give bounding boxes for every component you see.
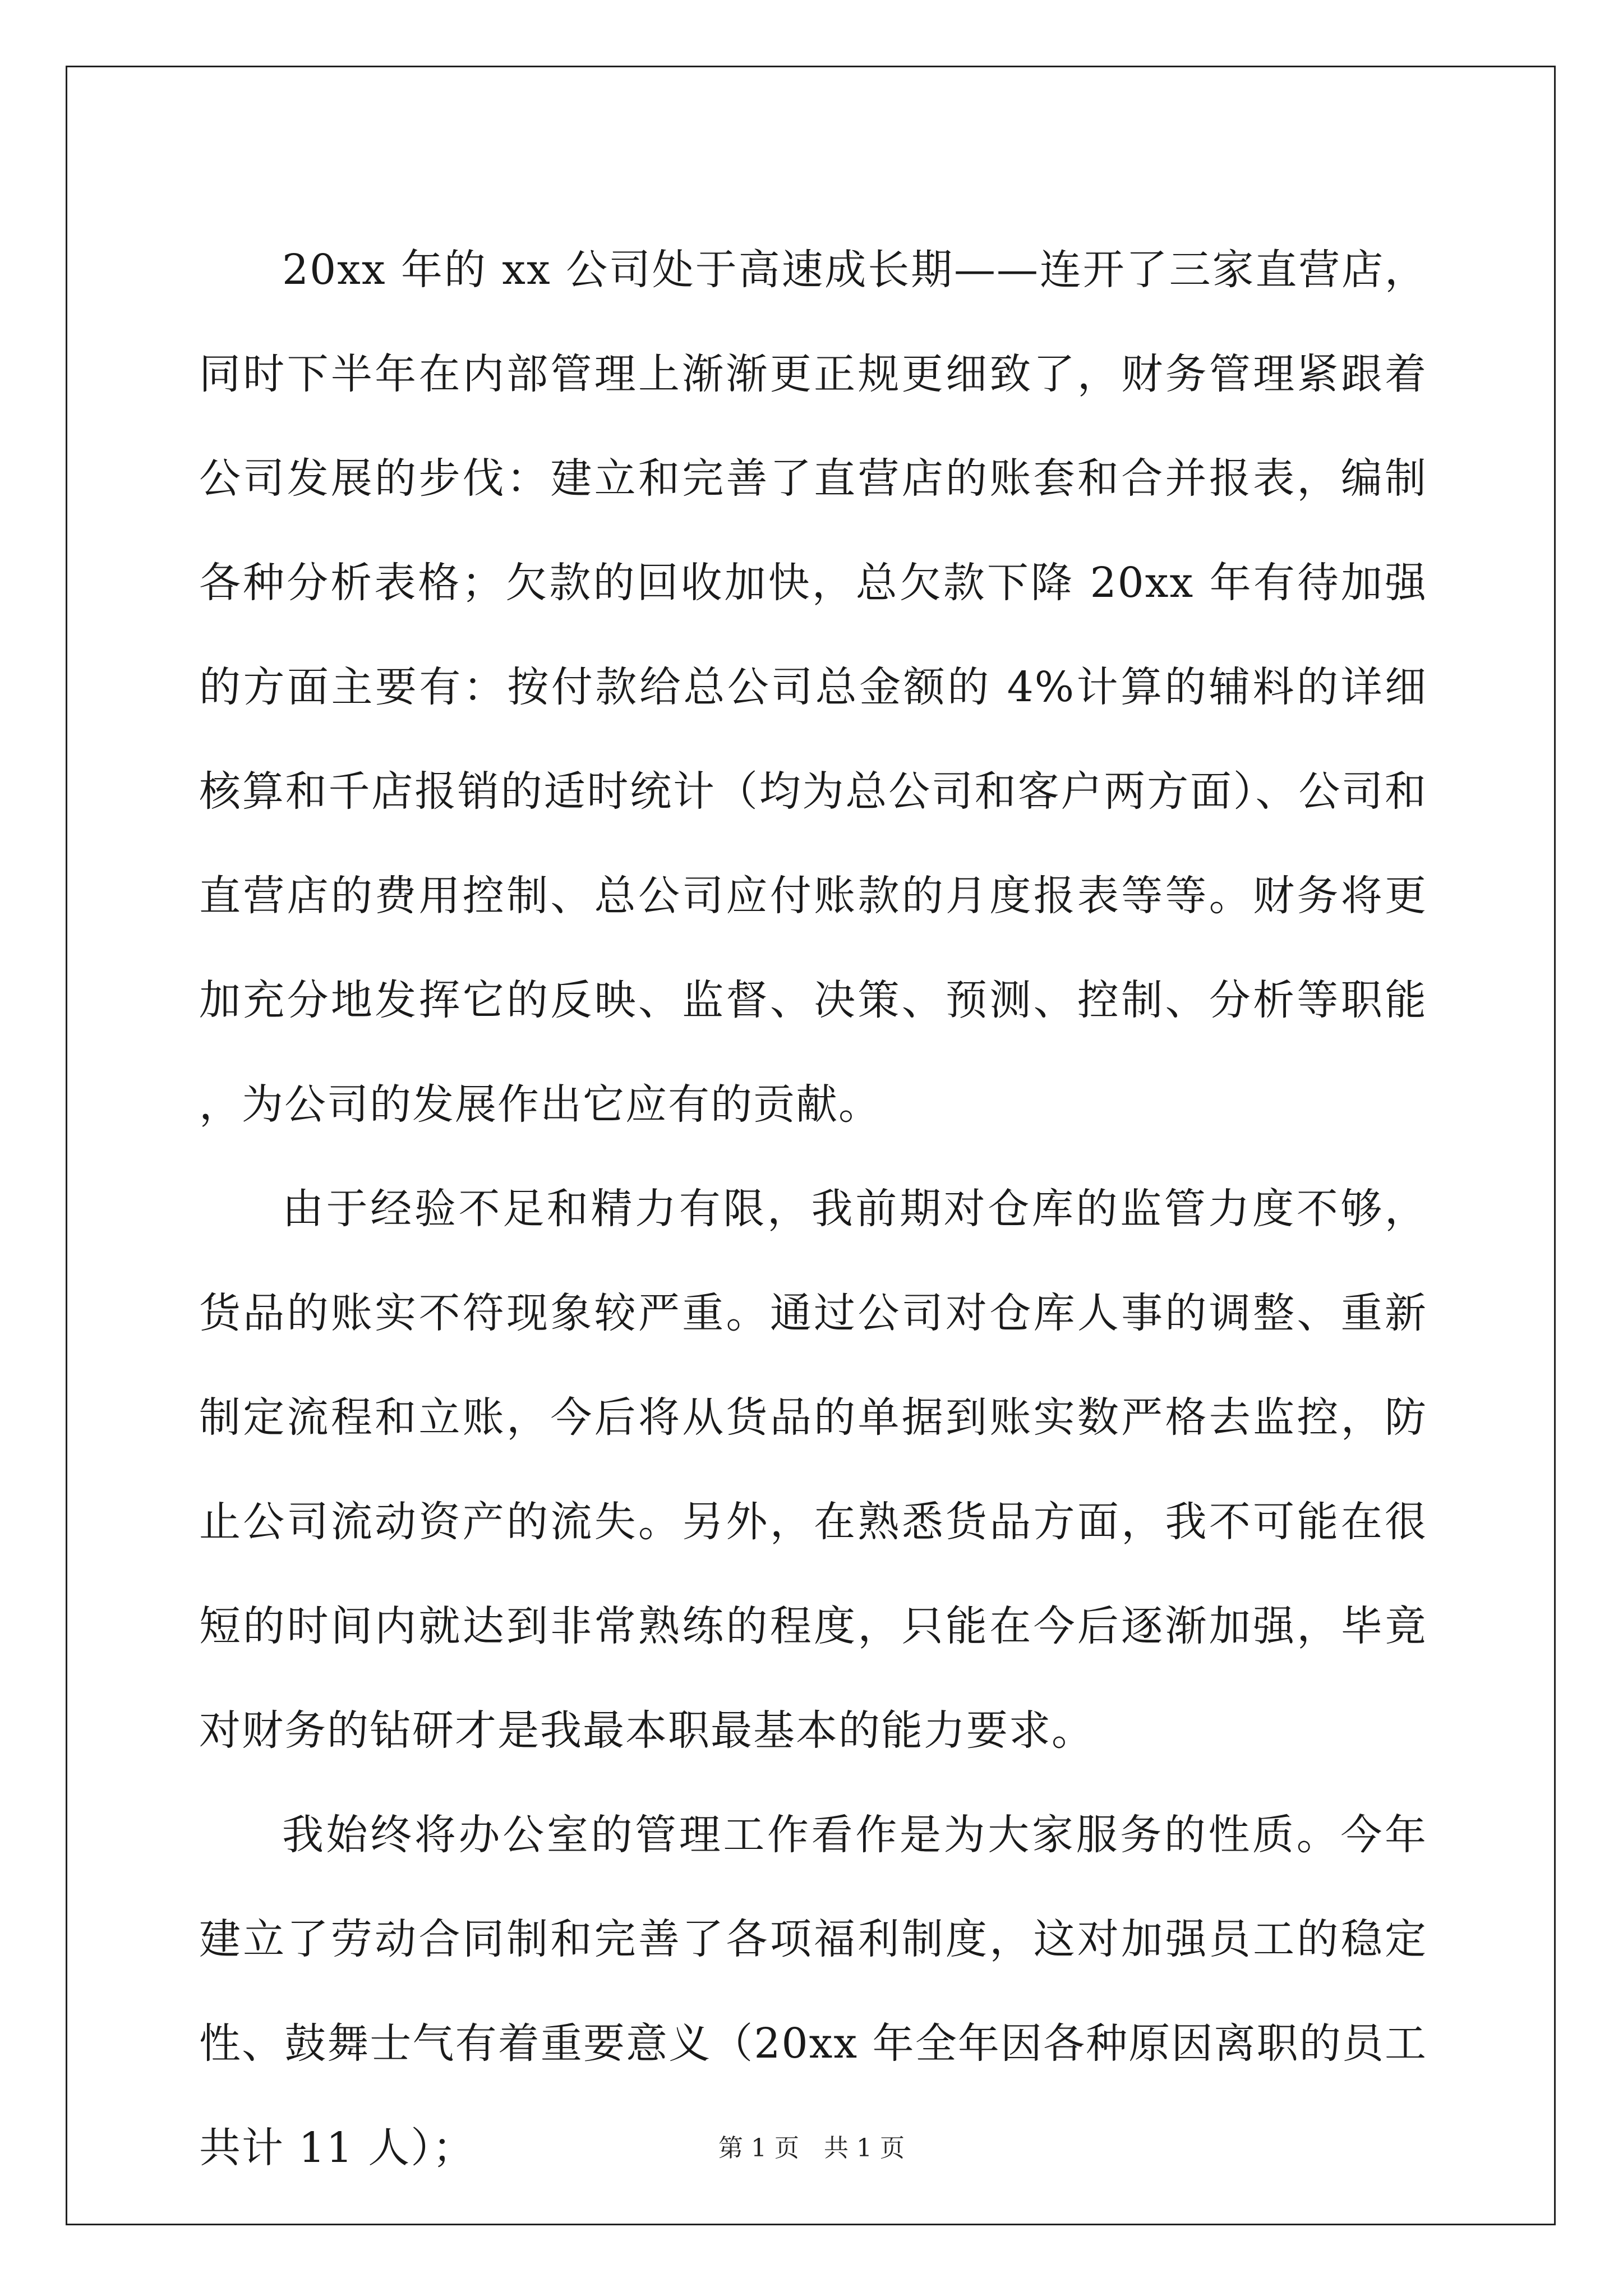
paragraph-finance-summary: 20xx 年的 xx 公司处于高速成长期——连开了三家直营店，同时下半年在内部管理上渐渐更正规更细致了，财务管理紧跟着公司发展的步伐：建立和完善了直营店的账套和合并报表，编制各种分析表格；欠款的回收加快，总欠款下降 20xx 年有待加强的方面主要有：按付款给总公司总金额的 4%计算的辅料的详细核算和千店报销的适时统计（均为总公司和客户两方面）、公司和直营店的费用控制、总公司应付账款的月度报表等等。财务将更加充分地发挥它的反映、监督、决策、预测、控制、分析等职能，为公司的发展作出它应有的贡献。 bbox=[199, 246, 1427, 1129]
paragraph-warehouse: 由于经验不足和精力有限，我前期对仓库的监管力度不够，货品的账实不符现象较严重。通过公司对仓库人事的调整、重新制定流程和立账，今后将从货品的单据到账实数严格去监控，防止公司流动资产的流失。另外，在熟悉货品方面，我不可能在很短的时间内就达到非常熟练的程度，只能在今后逐渐加强，毕竟对财务的钻研才是我最本职最基本的能力要求。 bbox=[199, 1185, 1427, 1755]
paragraph-office-management: 我始终将办公室的管理工作看作是为大家服务的性质。今年建立了劳动合同制和完善了各项福利制度，这对加强员工的稳定性、鼓舞士气有着重要意义（20xx 年全年因各种原因离职的员工共计 11 人）； bbox=[199, 1811, 1427, 2172]
page-number-total: 共 1 页 bbox=[824, 2134, 905, 2162]
document-body bbox=[199, 218, 1427, 2200]
page-number-current: 第 1 页 bbox=[718, 2134, 799, 2162]
page-footer bbox=[0, 2132, 1623, 2165]
